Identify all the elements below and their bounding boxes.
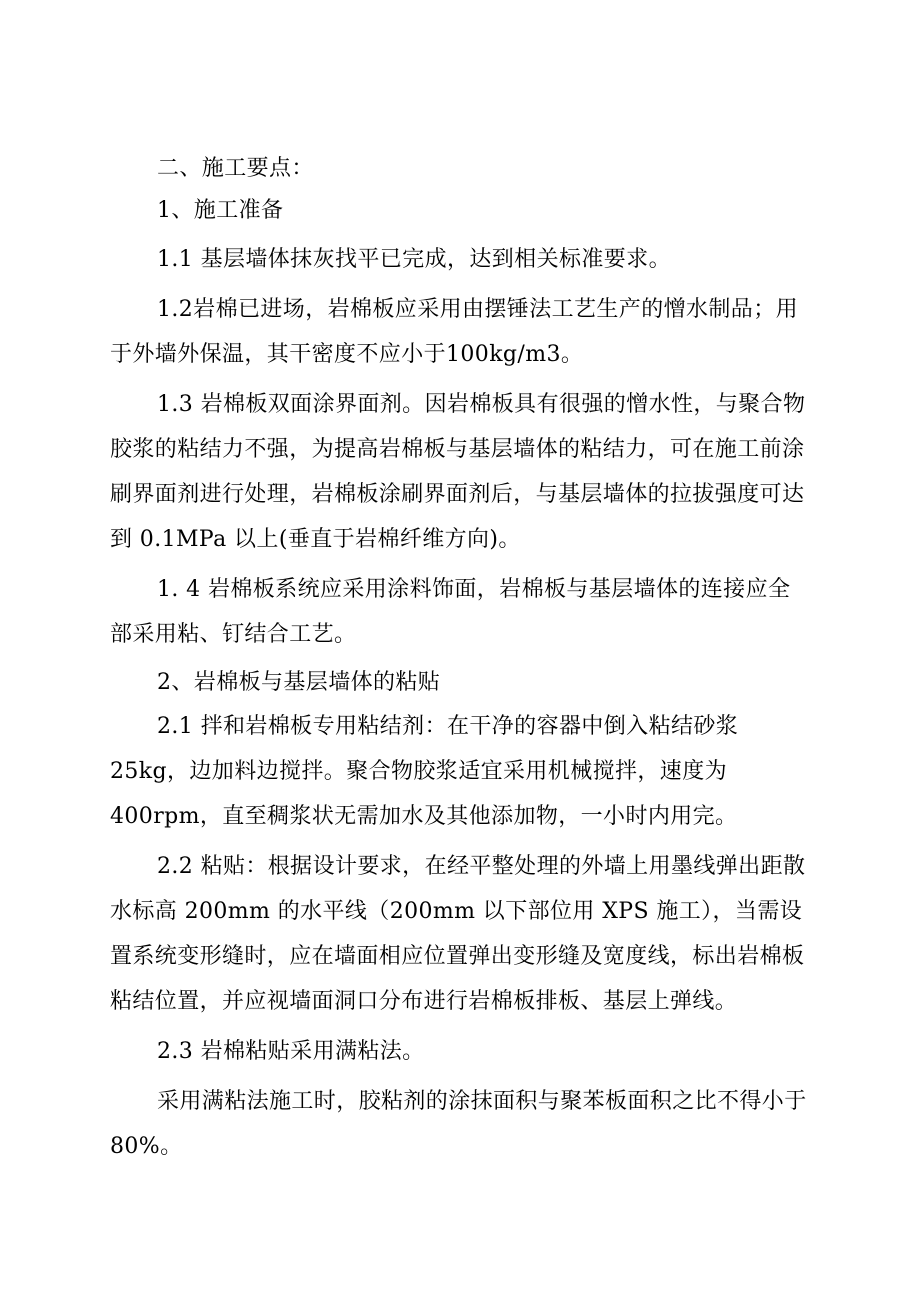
paragraph-1-4: 1. 4 岩棉板系统应采用涂料饰面，岩棉板与基层墙体的连接应全部采用粘、钉结合工艺。 <box>110 577 791 647</box>
paragraph-2-3: 2.3 岩棉粘贴采用满粘法。 <box>157 1039 425 1064</box>
paragraph-1-2: 1.2岩棉已进场，岩棉板应采用由摆锤法工艺生产的憎水制品；用于外墙外保温，其干密度不应小于100kg/m3。 <box>110 297 798 367</box>
paragraph-2-2: 2.2 粘贴：根据设计要求，在经平整处理的外墙上用墨线弹出距散水标高 200mm 的水平线（200mm 以下部位用 XPS 施工），当需设置系统变形缝时，应在墙面相应位置弹出变形缝及宽度线，标出岩棉板粘结位置，并应视墙面洞口分布进行岩棉板排板、基层上弹线。 <box>110 854 806 1014</box>
paragraph-2-3-note: 采用满粘法施工时，胶粘剂的涂抹面积与聚苯板面积之比不得小于 80%。 <box>110 1089 807 1159</box>
subsection-heading-2: 2、岩棉板与基层墙体的粘贴 <box>157 670 441 695</box>
paragraph-2-1: 2.1 拌和岩棉板专用粘结剂：在干净的容器中倒入粘结砂浆 25kg，边加料边搅拌。聚合物胶浆适宜采用机械搅拌，速度为 400rpm，直至稠浆状无需加水及其他添加物，一小时内用完。 <box>110 714 739 829</box>
paragraph-1-3: 1.3 岩棉板双面涂界面剂。因岩棉板具有很强的憎水性，与聚合物胶浆的粘结力不强，为提高岩棉板与基层墙体的粘结力，可在施工前涂刷界面剂进行处理，岩棉板涂刷界面剂后，与基层墙体的拉拔强度可达到 0.1MPa 以上(垂直于岩棉纤维方向)。 <box>110 392 806 552</box>
section-heading: 二、施工要点： <box>157 156 314 181</box>
paragraph-1-1: 1.1 基层墙体抹灰找平已完成，达到相关标准要求。 <box>157 247 671 272</box>
subsection-heading: 1、施工准备 <box>157 198 284 223</box>
document-body <box>110 148 810 1169</box>
